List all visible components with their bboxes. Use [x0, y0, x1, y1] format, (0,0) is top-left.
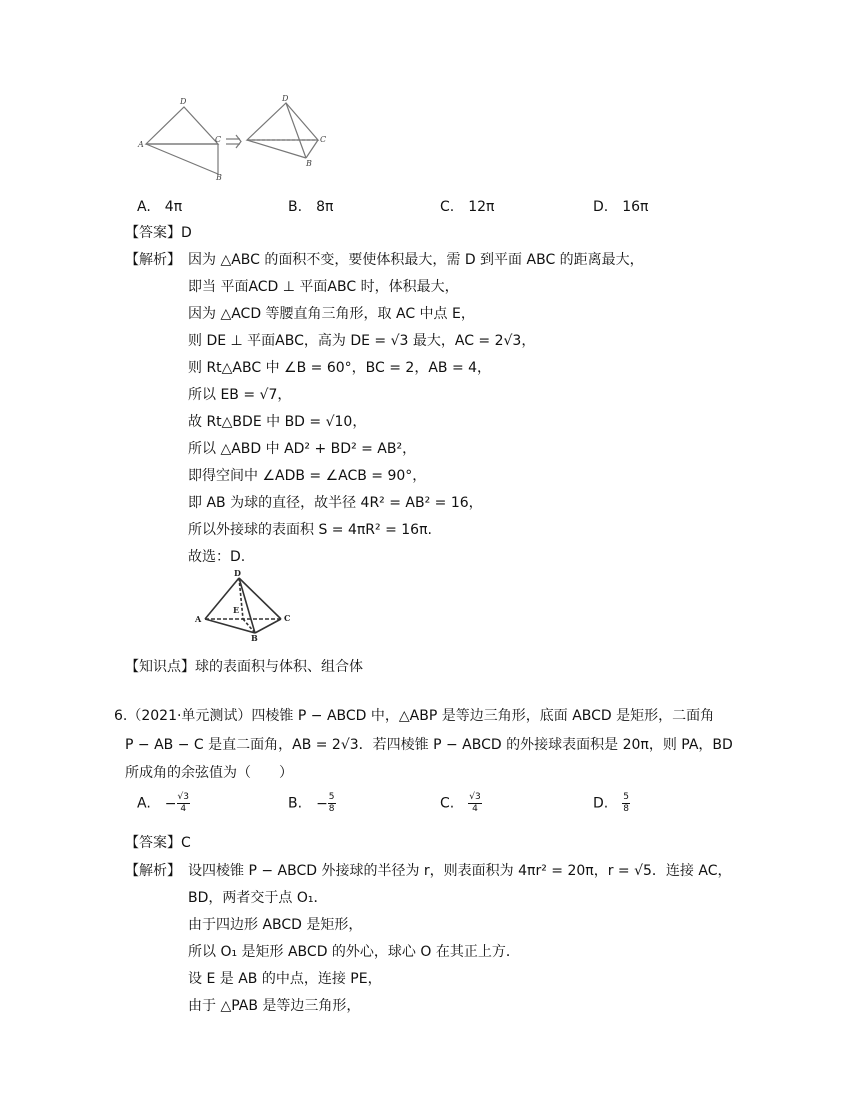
q5-analysis-line: 即得空间中 ∠ADB = ∠ACB = 90°，	[188, 468, 427, 484]
label-c: C	[215, 135, 222, 144]
q6-analysis-label: 【解析】	[125, 863, 181, 879]
q5-option-c[interactable]: C. 12π	[440, 199, 495, 215]
q6-option-c[interactable]: C. $\frac{√3}{4}$	[440, 792, 481, 814]
triangle-acd-flat	[146, 107, 218, 144]
q5-option-d[interactable]: D. 16π	[593, 199, 649, 215]
q5-analysis-line: 因为 △ABC 的面积不变，要使体积最大，需 D 到平面 ABC 的距离最大，	[188, 252, 644, 268]
q5-analysis-line: 故 Rt△BDE 中 BD = √10，	[188, 414, 367, 430]
q5-analysis-line: 即当 平面ACD ⊥ 平面ABC 时，体积最大，	[188, 279, 459, 295]
answer-label: 【答案】	[125, 225, 181, 241]
q5-answer	[125, 222, 192, 242]
q6-option-d[interactable]: D. $\frac{5}{8}$	[593, 792, 629, 814]
q6-stem-line: P − AB − C 是直二面角，AB = 2√3．若四棱锥 P − ABCD 的外接球表面积是 20π，则 PA，BD	[125, 737, 733, 753]
answer-value: C	[181, 835, 191, 851]
q5-analysis-line: 则 DE ⊥ 平面ABC，高为 DE = √3 最大，AC = 2√3，	[188, 333, 536, 349]
svg-text:D: D	[234, 569, 241, 578]
q5-knowledge	[125, 656, 363, 676]
q5-analysis-line: 故选：D.	[188, 549, 246, 565]
q6-analysis-line: 设 E 是 AB 的中点，连接 PE，	[188, 971, 382, 987]
answer-label: 【答案】	[125, 835, 181, 851]
q6-stem-line: 所成角的余弦值为（ ）	[125, 765, 293, 781]
q6-analysis-line: 由于 △PAB 是等边三角形，	[188, 998, 361, 1014]
q6-option-b[interactable]: B. − $\frac{5}{8}$	[288, 792, 335, 814]
q5-option-b[interactable]: B. 8π	[288, 199, 334, 215]
label-c2: C	[320, 135, 327, 144]
svg-text:A: A	[195, 614, 202, 624]
label-b: B	[216, 173, 222, 182]
label-b2: B	[306, 159, 312, 168]
q5-analysis-line: 因为 △ACD 等腰直角三角形，取 AC 中点 E，	[188, 306, 475, 322]
answer-value: D	[181, 225, 192, 241]
svg-text:E: E	[233, 605, 240, 615]
q5-analysis-line: 所以外接球的表面积 S = 4πR² = 16π.	[188, 522, 432, 538]
q5-analysis-line: 则 Rt△ABC 中 ∠B = 60°，BC = 2，AB = 4，	[188, 360, 492, 376]
q6-analysis-line: 由于四边形 ABCD 是矩形，	[188, 917, 363, 933]
svg-text:C: C	[284, 613, 291, 623]
q6-analysis-line: 设四棱锥 P − ABCD 外接球的半径为 r，则表面积为 4πr² = 20π，r = √5．连接 AC，	[188, 863, 732, 879]
q6-stem-line: 6.（2021·单元测试）四棱锥 P − ABCD 中，△ABP 是等边三角形，底面 ABCD 是矩形，二面角	[114, 708, 715, 724]
label-d2: D	[282, 94, 289, 103]
knowledge-value: 球的表面积与体积、组合体	[195, 659, 363, 675]
q5-tetrahedron-figure	[193, 569, 293, 641]
q5-option-a[interactable]: A. 4π	[137, 199, 183, 215]
q6-option-a[interactable]: A. − $\frac{√3}{4}$	[137, 792, 189, 814]
label-a: A	[138, 140, 144, 149]
q5-analysis-line: 即 AB 为球的直径，故半径 4R² = AB² = 16，	[188, 495, 483, 511]
q5-analysis-line: 所以 EB = √7，	[188, 387, 292, 403]
q5-analysis-line: 所以 △ABD 中 AD² + BD² = AB²，	[188, 441, 417, 457]
q6-analysis-line: 所以 O₁ 是矩形 ABCD 的外心，球心 O 在其正上方．	[188, 944, 520, 960]
svg-text:B: B	[251, 633, 258, 641]
q6-answer	[125, 832, 191, 852]
q5-analysis-label: 【解析】	[125, 252, 181, 268]
q5-folding-figure	[130, 92, 340, 182]
label-d: D	[180, 97, 187, 106]
knowledge-label: 【知识点】	[125, 659, 195, 675]
q6-analysis-line: BD，两者交于点 O₁．	[188, 890, 328, 906]
